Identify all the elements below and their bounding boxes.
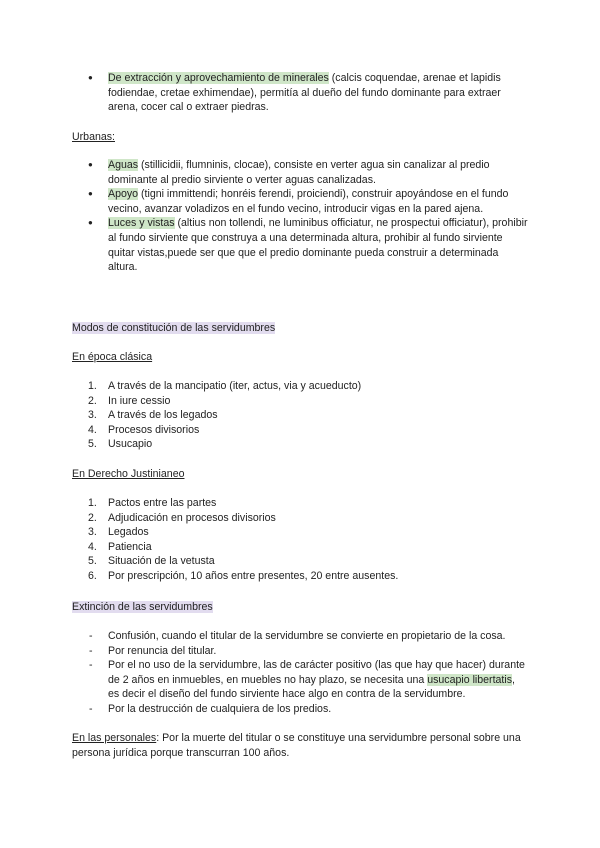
list-number: 5.	[88, 555, 97, 568]
body-text: (altius non tollendi, ne luminibus officiatur, ne prospectui officiatur), prohibir al fundo sirviente que construya a una determinada altura, prohibir al fundo sirviente quitar vistas,puede ser que que el predio dominante pueda construir a determinada altura.	[108, 217, 528, 274]
list-item: - Por renuncia del titular.	[72, 644, 528, 659]
list-number: 2.	[88, 394, 97, 407]
list-item: - Por la destrucción de cualquiera de los predios.	[72, 702, 528, 717]
list-item	[72, 496, 528, 511]
list-item	[72, 658, 528, 702]
list-item: - Confusión, cuando el titular de la servidumbre se convierte en propietario de la cosa.	[72, 629, 528, 644]
list-item	[72, 511, 528, 526]
highlight-text: Luces y vistas	[108, 217, 175, 230]
subheading-justinianeo: En Derecho Justinianeo	[72, 468, 185, 480]
list-number: 1.	[88, 497, 97, 509]
body-text: (tigni immittendi; honréis ferendi, proiciendi), construir apoyándose en el fundo vecino, avanzar voladizos en el fundo vecino, introducir vigas en la pared ajena.	[108, 188, 509, 215]
section-heading-urbanas: Urbanas:	[72, 131, 115, 143]
list-text: A través de los legados	[108, 409, 218, 422]
list-item	[72, 423, 528, 438]
list-item	[72, 525, 528, 540]
list-text: Patiencia	[108, 540, 152, 553]
list-item	[72, 554, 528, 569]
list-number: 5.	[88, 438, 97, 451]
list-text: Adjudicación en procesos divisorios	[108, 511, 276, 524]
justinianeo-list	[72, 496, 528, 584]
section-title-extincion	[72, 600, 213, 615]
highlight-text: usucapio libertatis	[427, 673, 513, 686]
clasica-list	[72, 379, 528, 452]
list-text: Procesos divisorios	[108, 423, 200, 436]
list-item	[72, 216, 528, 274]
list-number: 4.	[88, 540, 97, 553]
list-text: A través de la mancipatio (iter, actus, via y acueducto)	[108, 380, 362, 392]
list-item	[72, 71, 528, 115]
list-text: Pactos entre las partes	[108, 497, 217, 509]
body-text: : Por la muerte del titular o se constituye una servidumbre personal sobre una persona jurídica porque transcurran 100 años.	[72, 732, 521, 759]
list-text: Usucapio	[108, 438, 153, 451]
urbanas-list	[72, 158, 528, 275]
list-text: In iure cessio	[108, 394, 171, 407]
minerales-block	[72, 71, 528, 115]
body-text: , es decir el diseño del fundo sirviente hace algo en contra de la servidumbre.	[108, 673, 515, 701]
body-text: (stillicidii, flumninis, clocae), consiste en verter agua sin canalizar al predio dominante al predio sirviente o verter aguas canalizadas.	[108, 159, 490, 186]
body-text: Por el no uso de la servidumbre, las de carácter positivo (las que hay que hacer) durante de 2 años en inmuebles, en muebles no hay plazo, se necesita una	[108, 659, 525, 686]
list-item	[72, 408, 528, 423]
subheading-clasica: En época clásica	[72, 351, 153, 363]
list-text: Situación de la vetusta	[108, 555, 215, 568]
list-text: Por prescripción, 10 años entre presentes, 20 entre ausentes.	[108, 569, 399, 582]
list-item	[72, 187, 528, 216]
list-number: 3.	[88, 526, 97, 539]
body-text: (calcis coquendae, arenae et lapidis fodiendae, cretae exhimendae), permitía al dueño del fundo dominante para extraer arena, cocer cal o extraer piedras.	[108, 72, 501, 114]
highlight-text: Apoyo	[108, 188, 139, 201]
list-number: 2.	[88, 511, 97, 524]
section-title-modos	[72, 321, 275, 336]
list-item	[72, 394, 528, 409]
list-item	[72, 437, 528, 452]
extincion-list	[72, 629, 528, 717]
list-number: 3.	[88, 409, 97, 422]
section-title-text: Extinción de las servidumbres	[72, 601, 213, 613]
list-text: Legados	[108, 526, 149, 539]
list-item	[72, 379, 528, 394]
highlight-text: Aguas	[108, 159, 139, 171]
section-title-text: Modos de constitución de las servidumbres	[72, 322, 276, 334]
list-number: 4.	[88, 423, 97, 436]
list-item	[72, 158, 528, 187]
personales-paragraph	[72, 731, 532, 760]
list-item	[72, 569, 528, 584]
list-number: 6.	[88, 569, 97, 582]
highlight-text: De extracción y aprovechamiento de minerales	[108, 72, 329, 84]
list-item	[72, 540, 528, 555]
personales-label: En las personales	[72, 732, 157, 744]
list-number: 1.	[88, 380, 97, 392]
